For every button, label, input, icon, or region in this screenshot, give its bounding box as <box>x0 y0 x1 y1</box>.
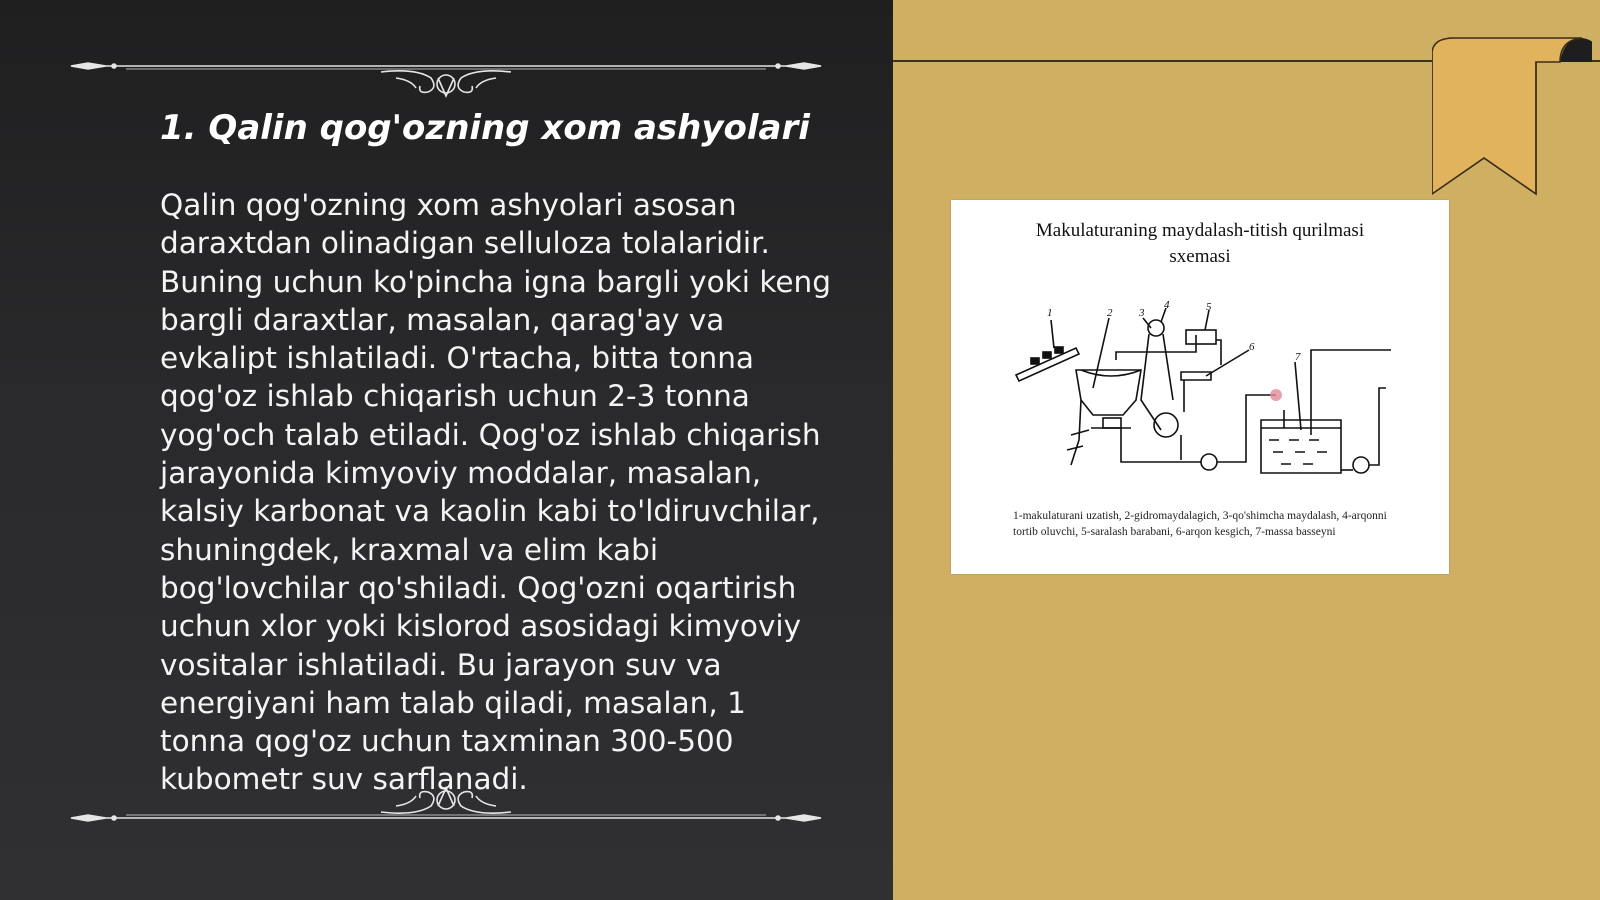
top-ornament-divider <box>66 48 826 108</box>
svg-text:4: 4 <box>1164 300 1170 311</box>
slide-body-text: Qalin qog'ozning xom ashyolari asosan daraxtdan olinadigan selluloza tolalaridir. Buning uchun ko'pincha igna bargli yoki keng bargli daraxtlar, masalan, qarag'ay va evkalipt ishlatiladi. O'rtacha, bitta tonna qog'oz ishlab chiqarish uchun 2-3 tonna yog'och talab etiladi. Qog'oz ishlab chiqarish jarayonida kimyoviy moddalar, masalan, kalsiy karbonat va kaolin kabi to'ldiruvchilar, shuningdek, kraxmal va elim kabi bog'lovchilar qo'shiladi. Qog'ozni oqartirish uchun xlor yoki kislorod asosidagi kimyoviy vositalar ishlatiladi. Bu jarayon suv va energiyani ham talab qiladi, masalan, 1 tonna qog'oz uchun taxminan 300-500 kubometr suv sarflanadi. <box>160 188 831 797</box>
svg-text:1: 1 <box>1047 307 1053 319</box>
svg-text:5: 5 <box>1206 301 1212 313</box>
diagram-figure <box>951 200 1449 574</box>
figure-title: Makulaturaning maydalash-titish qurilmasi sxemasi <box>1035 220 1365 267</box>
svg-text:6: 6 <box>1249 341 1255 353</box>
svg-text:7: 7 <box>1295 351 1301 363</box>
svg-text:2: 2 <box>1107 307 1113 319</box>
svg-text:3: 3 <box>1139 307 1145 319</box>
bookmark-ribbon-icon <box>1432 34 1592 200</box>
slide-title: 1. Qalin qog'ozning xom ashyolari <box>160 108 810 148</box>
pulper-scheme-diagram <box>1011 300 1401 485</box>
figure-caption: 1-makulaturani uzatish, 2-gidromaydalagich, 3-qo'shimcha maydalash, 4-arqonni tortib oluvchi, 5-saralash barabani, 6-arqon kesgich, 7-massa basseyni <box>1013 510 1387 538</box>
